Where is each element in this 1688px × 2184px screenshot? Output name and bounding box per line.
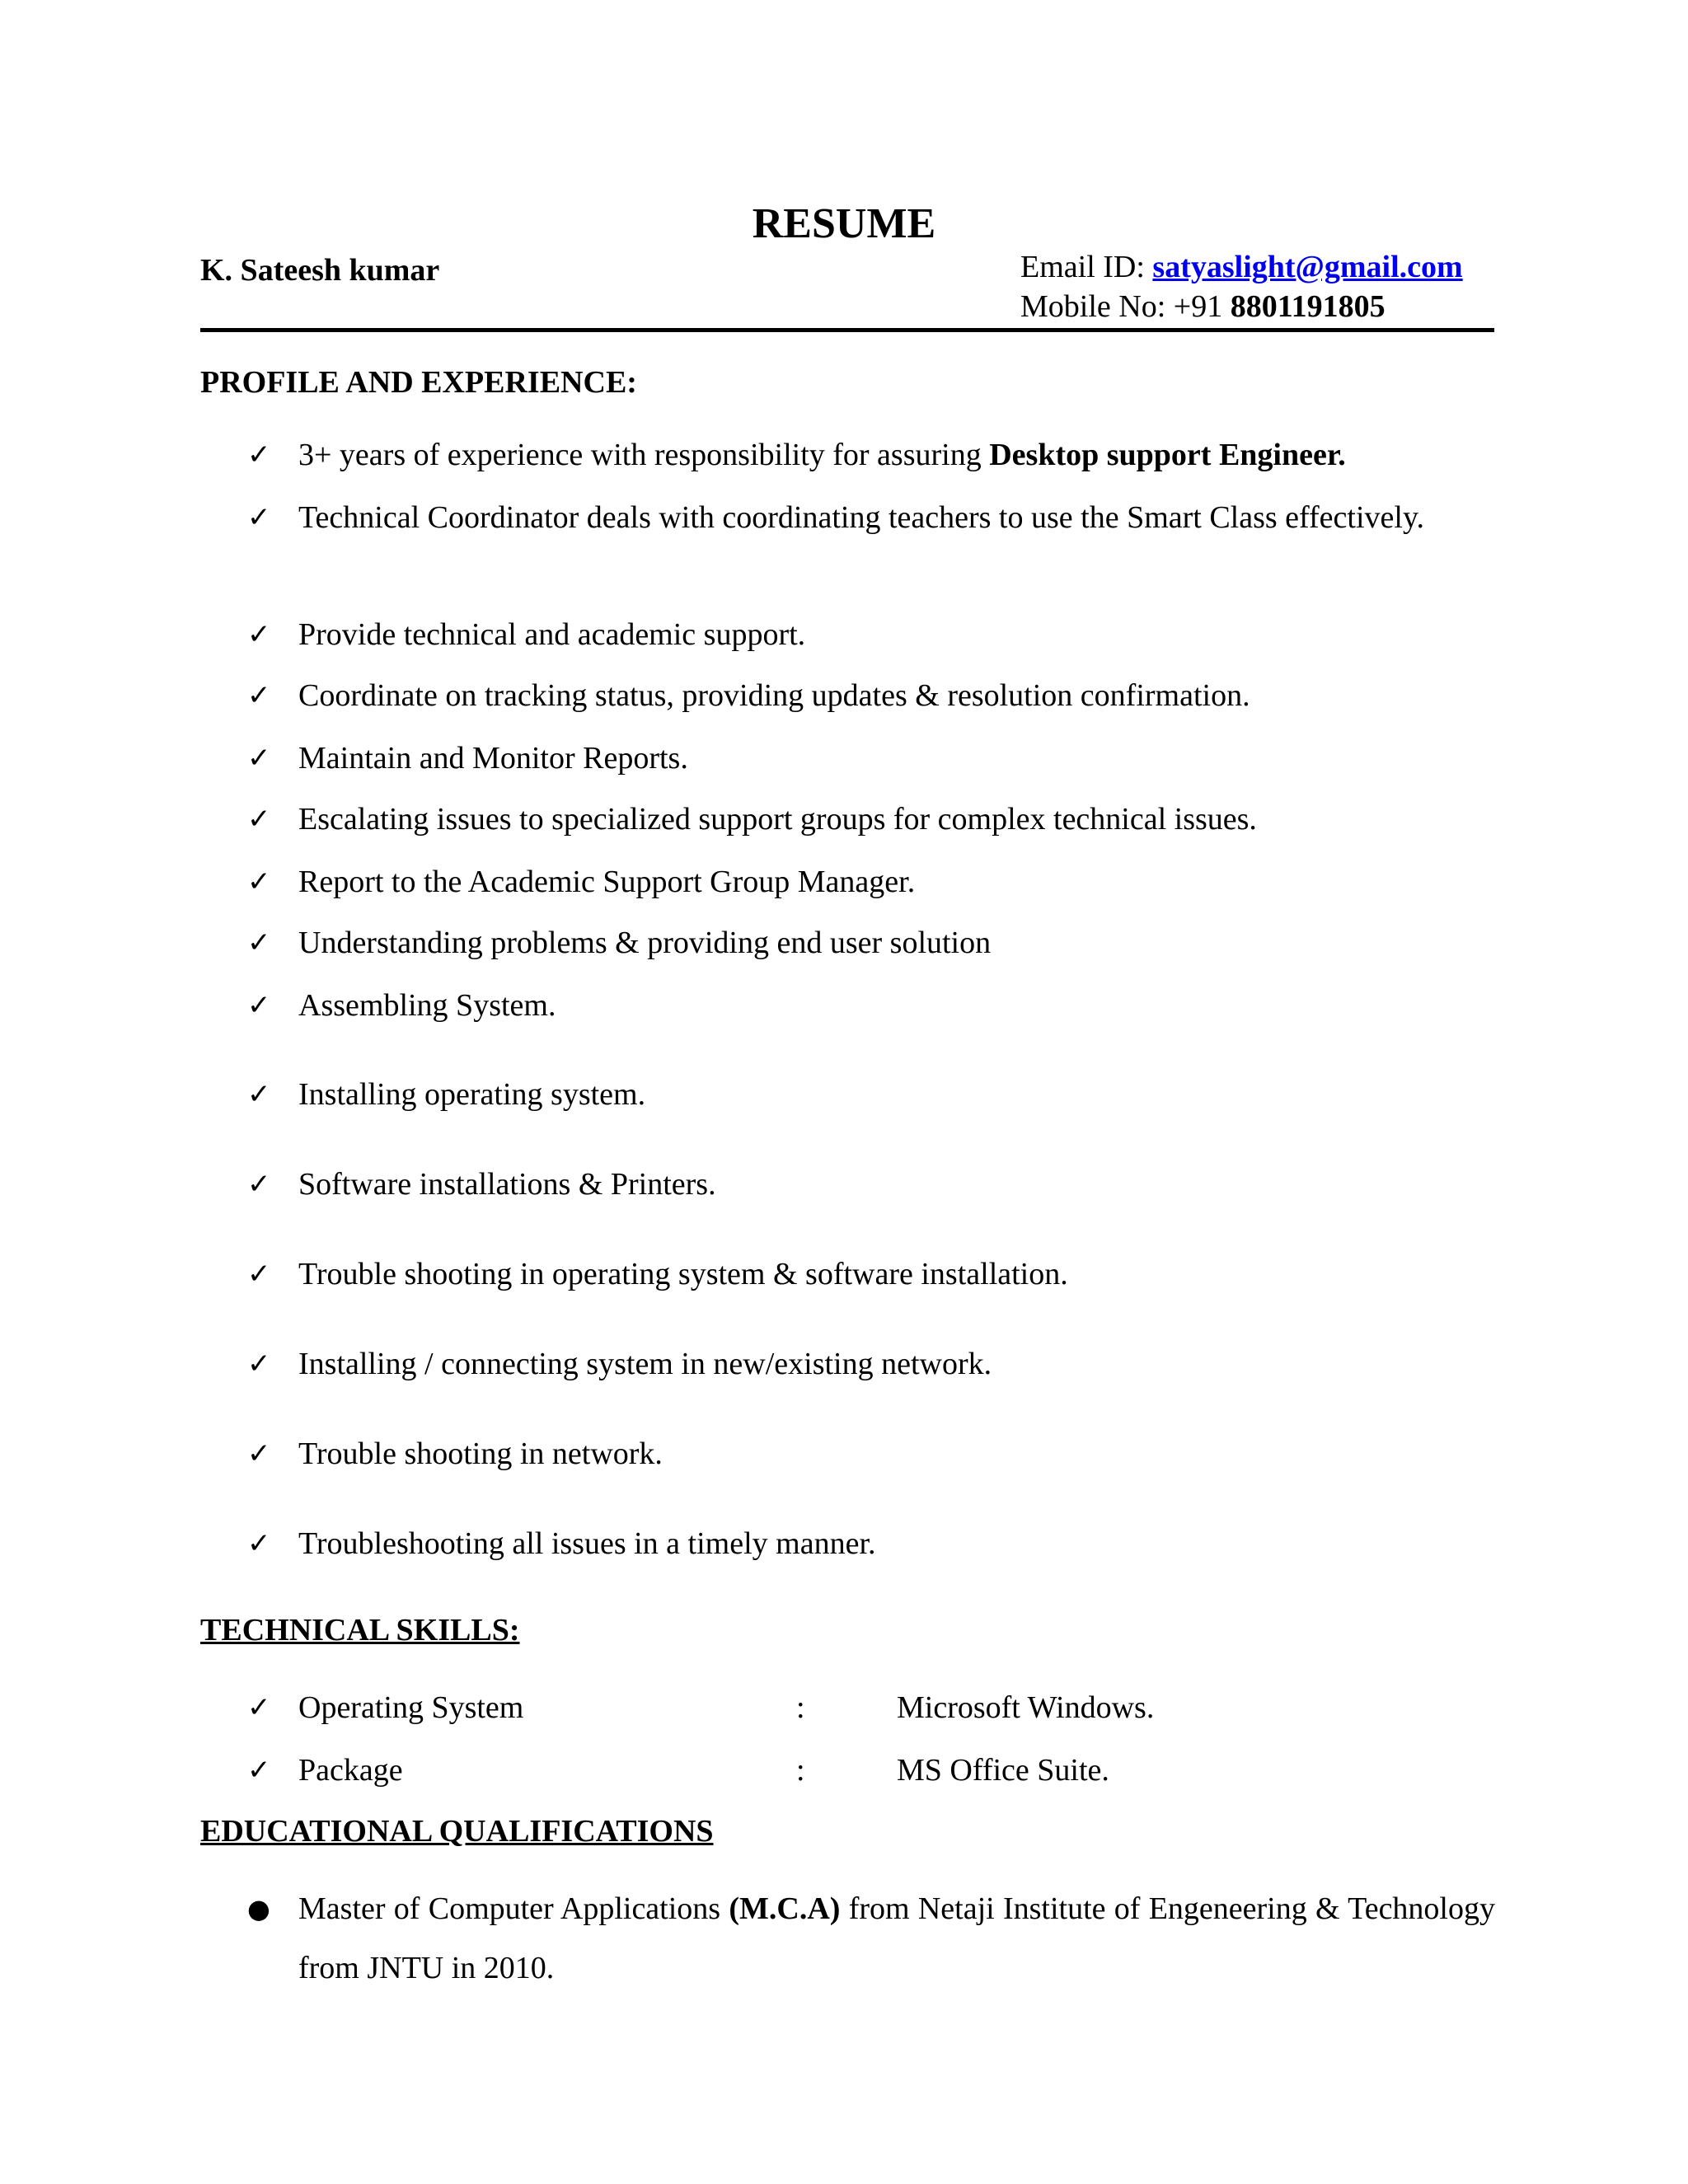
checkmark-icon: ✓ [247,865,271,898]
item-text: Installing / connecting system in new/existing network. [298,1347,992,1381]
skills-heading: TECHNICAL SKILLS: [200,1613,520,1647]
candidate-name: K. Sateesh kumar [200,253,440,288]
item-text: Report to the Academic Support Group Manager. [298,865,916,899]
checkmark-icon: ✓ [247,501,271,534]
education-heading: EDUCATIONAL QUALIFICATIONS [200,1814,714,1849]
item-text: Technical Coordinator deals with coordinating teachers to use the Smart Class effectively. [298,500,1424,535]
skill-label: Package [298,1753,403,1788]
skill-label: Operating System [298,1690,524,1725]
checkmark-icon: ✓ [247,1347,271,1380]
checkmark-icon: ✓ [247,989,271,1022]
item-text: Troubleshooting all issues in a timely manner. [298,1526,876,1561]
checkmark-icon: ✓ [247,1527,271,1560]
checkmark-icon: ✓ [247,926,271,959]
checkmark-icon: ✓ [247,1437,271,1470]
skill-colon: : [796,1690,805,1725]
contact-block [1020,247,1463,326]
skill-colon: : [796,1753,805,1788]
item-text: Trouble shooting in network. [298,1436,663,1471]
checkmark-icon: ✓ [247,618,271,651]
resume-title: RESUME [752,200,936,247]
checkmark-icon: ✓ [247,1691,271,1724]
profile-heading: PROFILE AND EXPERIENCE: [200,365,637,400]
mobile-number: 8801191805 [1230,289,1386,324]
item-text: Provide technical and academic support. [298,617,806,652]
checkmark-icon: ✓ [247,803,271,836]
checkmark-icon: ✓ [247,742,271,775]
mobile-line [1020,287,1463,326]
education-item: Master of Computer Applications (M.C.A) from Netaji Institute of Engeneering & Technology from JNTU in 2010. [298,1891,1495,1985]
item-text: Escalating issues to specialized support groups for complex technical issues. [298,802,1257,837]
item-text: Understanding problems & providing end user solution [298,926,992,960]
checkmark-icon: ✓ [247,438,271,471]
item-text: Coordinate on tracking status, providing updates & resolution confirmation. [298,678,1250,713]
email-line [1020,247,1463,287]
email-label: Email ID: [1020,250,1153,284]
item-text: Software installations & Printers. [298,1167,716,1202]
skill-value: Microsoft Windows. [897,1690,1155,1725]
item-text: Trouble shooting in operating system & software installation. [298,1257,1068,1291]
checkmark-icon: ✓ [247,1078,271,1111]
mobile-label: Mobile No: +91 [1020,289,1231,324]
item-text: 3+ years of experience with responsibility for assuring Desktop support Engineer. [298,438,1346,472]
checkmark-icon: ✓ [247,679,271,712]
item-text: Assembling System. [298,988,556,1023]
checkmark-icon: ✓ [247,1168,271,1201]
item-text: Installing operating system. [298,1077,646,1112]
checkmark-icon: ✓ [247,1258,271,1291]
item-text: Maintain and Monitor Reports. [298,741,688,776]
bullet-icon: ● [247,1893,270,1924]
header-divider [200,328,1494,332]
email-link[interactable]: satyaslight@gmail.com [1152,250,1463,284]
checkmark-icon: ✓ [247,1754,271,1787]
skill-value: MS Office Suite. [897,1753,1109,1788]
